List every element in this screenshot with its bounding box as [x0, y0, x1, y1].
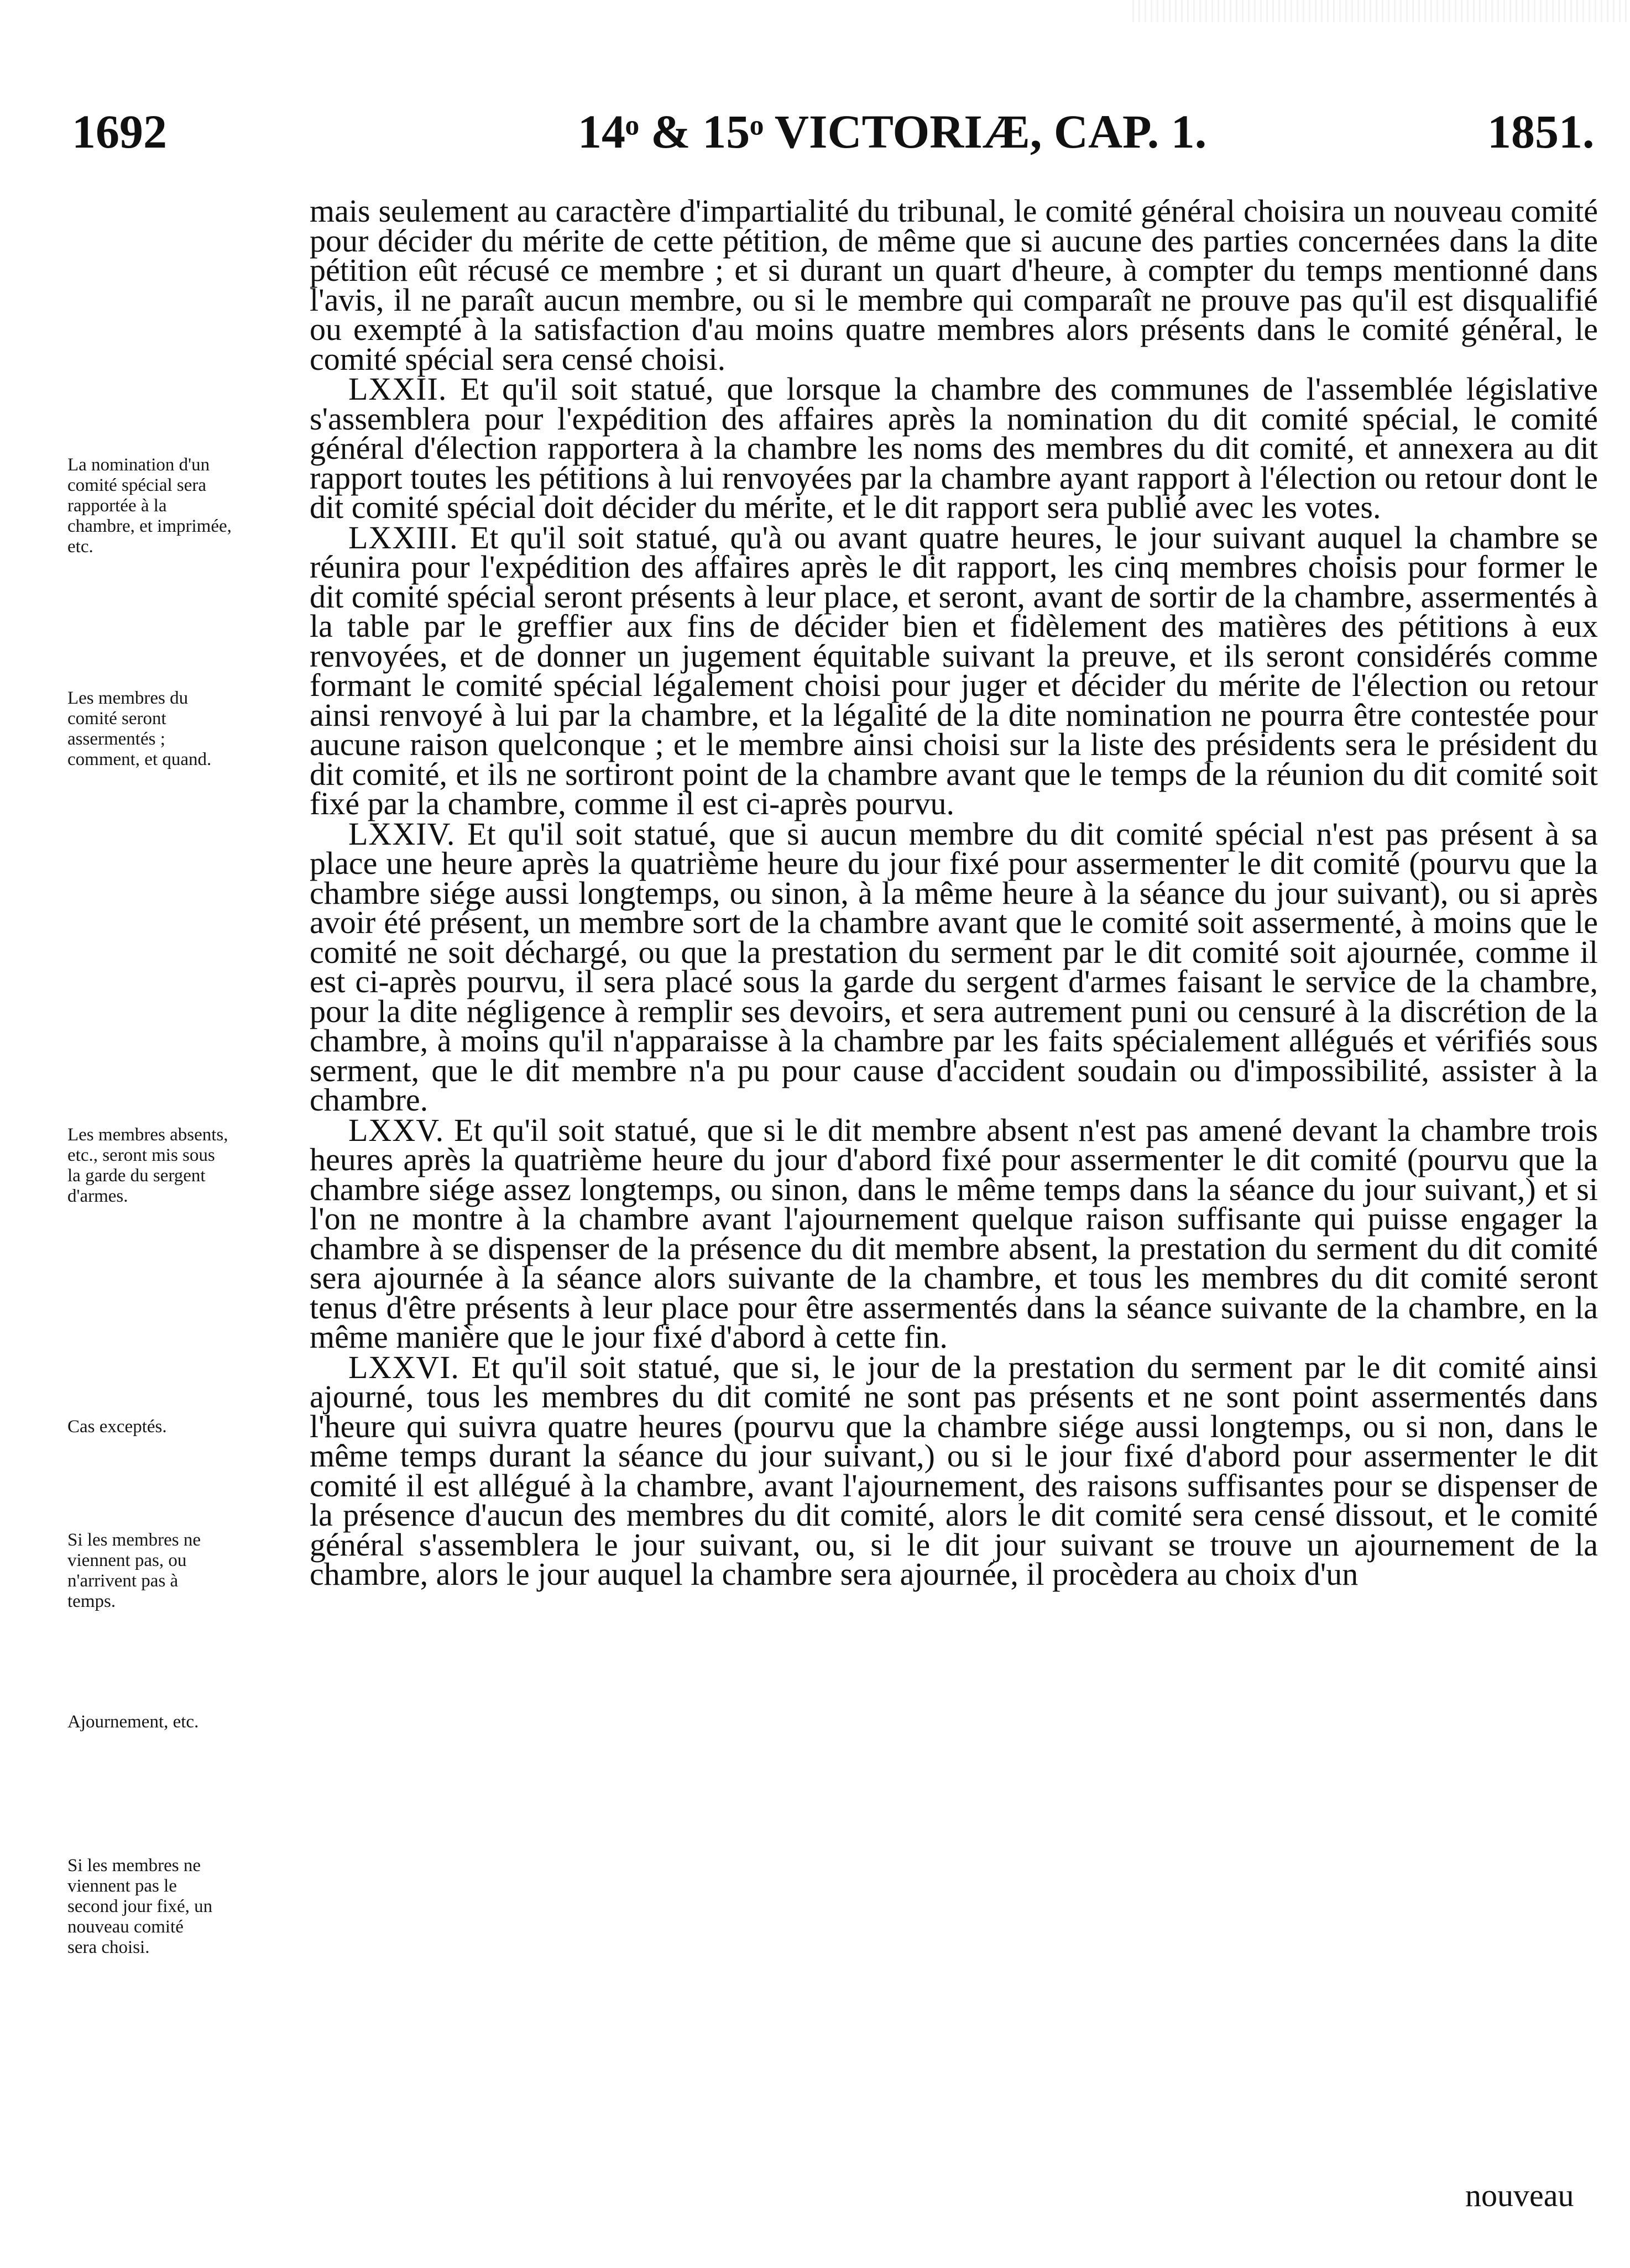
section-number: LXXVI. [348, 1349, 459, 1385]
paragraph-text: Et qu'il soit statué, que si, le jour de la prestation du serment par le dit comité ainsi ajourné, tous les membres du dit comité ne sont pas présents et ne sont point assermentés dans l'heure qui suivra quatre heures (pourvu que la chambre siége aussi longtemps, ou si non, dans le même temps durant la séance du jour suivant,) ou si le jour fixé d'abord pour assermenter le dit comité il est allégué à la chambre, avant l'ajournement, des raisons suffisantes pour se dispenser de la présence d'aucun des membres du dit comité, alors le dit comité sera censé dissout, et le comité général s'assemblera le jour suivant, ou, si le dit jour suivant se trouve un ajournement de la chambre, alors le jour auquel la chambre sera ajournée, il procèdera au choix d'un [310, 1349, 1598, 1592]
section-number: LXXII. [348, 371, 447, 407]
margin-note-line: second jour fixé, un [67, 1897, 213, 1916]
paragraph-text: Et qu'il soit statué, que si aucun membre du dit comité spécial n'est pas présent à sa place une heure après la quatrième heure du jour fixé pour assermenter le dit comité (pourvu que la chambre siége aussi longtemps, ou sinon, à la même heure à la séance du jour suivant), ou si après avoir été présent, un membre sort de la chambre avant que le comité soit assermenté, à moins que le comité ne soit déchargé, ou que la prestation du serment par le dit comité soit ajournée, comme il est ci-après pourvu, il sera placé sous la garde du sergent d'armes faisant le service de la chambre, pour la dite négligence à remplir ses devoirs, et sera autrement puni ou censuré à la discrétion de la chambre, à moins qu'il n'apparaisse à la chambre par les faits spécialement allégués et vérifiés sous serment, que le dit membre n'a pu pour cause d'accident soudain ou d'impossibilité, assister à la chambre. [310, 815, 1598, 1118]
margin-note-line: n'arrivent pas à [67, 1571, 179, 1591]
paragraph-lxxiii [310, 519, 1598, 821]
paragraph-lxxiv [310, 815, 1598, 1118]
margin-note-line: etc., seront mis sous [67, 1145, 215, 1165]
margin-note-line: comité spécial sera [67, 475, 207, 495]
margin-note-assermentes [67, 688, 289, 770]
paragraph-text: Et qu'il soit statué, qu'à ou avant quatre heures, le jour suivant auquel la chambre se réunira pour l'expédition des affaires après le dit rapport, les cinq membres choisis pour former le dit comité spécial seront présents à leur place, et seront, avant de sortir de la chambre, assermentés à la table par le greffier aux fins de décider bien et fidèlement des matières des pétitions à eux renvoyées, et de donner un jugement équitable suivant la preuve, et ils seront considérés comme formant le comité spécial légalement choisi pour juger et décider du mérite de l'élection ou retour ainsi renvoyé à lui par la chambre, et la légalité de la dite nomination ne pourra être contestée pour aucune raison quelconque ; et le membre ainsi choisi sur la liste des présidents sera le président du dit comité, et ils ne sortiront point de la chambre avant que le temps de la réunion du dit comité soit fixé par la chambre, comme il est ci-après pourvu. [310, 519, 1598, 821]
margin-note-line: comment, et quand. [67, 750, 212, 769]
scan-noise [1132, 0, 1630, 22]
paragraph-text: Et qu'il soit statué, que si le dit membre absent n'est pas amené devant la chambre trois heures après la quatrième heure du jour d'abord fixé pour assermenter le dit comité (pourvu que la chambre siége assez longtemps, ou sinon, dans le même temps dans la séance du jour suivant,) et si l'on ne montre à la chambre avant l'ajournement quelque raison suffisante qui puisse engager la chambre à se dispenser de la présence du dit membre absent, la prestation du serment du dit comité sera ajournée à la séance alors suivante de la chambre, et tous les membres du dit comité seront tenus d'être présents à leur place pour être assermentés dans la séance suivante de la chambre, en la même manière que le jour fixé d'abord à cette fin. [310, 1112, 1598, 1355]
margin-note-second-jour [67, 1856, 289, 1958]
margin-note-line: etc. [67, 537, 93, 557]
margin-note-nomination [67, 455, 289, 557]
margin-note-line: comité seront [67, 709, 166, 729]
margin-note-line: d'armes. [67, 1186, 128, 1206]
margin-note-line: Si les membres ne [67, 1856, 201, 1876]
paragraph-lxxv [310, 1112, 1598, 1355]
margin-note-line: la garde du sergent [67, 1166, 206, 1186]
margin-note-line: Les membres du [67, 688, 189, 708]
margin-note-line: assermentés ; [67, 729, 165, 749]
margin-note-line: temps. [67, 1591, 116, 1611]
margin-note-line: viennent pas, ou [67, 1551, 187, 1570]
margin-note-line: Cas exceptés. [67, 1417, 167, 1437]
paragraph-text: mais seulement au caractère d'impartialité du tribunal, le comité général choisira un nouveau comité pour décider du mérite de cette pétition, de même que si aucune des parties concernées dans la dite pétition eût récusé ce membre ; et si durant un quart d'heure, à compter du temps mentionné dans l'avis, il ne paraît aucun membre, ou si le membre qui comparaît ne prouve pas qu'il est disqualifié ou exempté à la satisfaction d'au moins quatre membres alors présents dans le comité général, le comité spécial sera censé choisi. [310, 193, 1598, 377]
margin-note-line: La nomination d'un [67, 455, 210, 475]
margin-note-viennent [67, 1530, 289, 1612]
catchword: nouveau [1465, 2177, 1574, 2213]
margin-note-line: sera choisi. [67, 1937, 150, 1957]
margin-note-line: Ajournement, etc. [67, 1712, 199, 1732]
paragraph-lxxii [310, 371, 1598, 525]
running-title: 14ᵒ & 15ᵒ VICTORIÆ, CAP. 1. [578, 105, 1207, 158]
margin-note-line: nouveau comité [67, 1917, 184, 1937]
margin-note-line: Si les membres ne [67, 1530, 201, 1550]
section-number: LXXIII. [348, 519, 458, 556]
paragraph-continued [310, 193, 1598, 377]
margin-note-line: rapportée à la [67, 496, 167, 516]
margin-note-absents [67, 1125, 289, 1207]
margin-note-ajournement [67, 1712, 289, 1732]
margin-note-line: viennent pas le [67, 1876, 177, 1896]
margin-note-line: Les membres absents, [67, 1125, 228, 1145]
page-number: 1692 [72, 105, 167, 158]
margin-note-exceptes [67, 1417, 289, 1437]
page-year: 1851. [1487, 105, 1595, 158]
body-text [310, 193, 1598, 1592]
section-number: LXXIV. [348, 815, 456, 852]
margin-note-line: chambre, et imprimée, [67, 516, 232, 536]
section-number: LXXV. [348, 1112, 445, 1148]
paragraph-lxxvi [310, 1349, 1598, 1592]
paragraph-text: Et qu'il soit statué, que lorsque la chambre des communes de l'assemblée législative s'assemblera pour l'expédition des affaires après la nomination du dit comité spécial, le comité général d'élection rapportera à la chambre les noms des membres du dit comité, et annexera au dit rapport toutes les pétitions à lui renvoyées par la chambre ayant rapport à l'élection ou retour dont le dit comité spécial doit décider du mérite, et le dit rapport sera publié avec les votes. [310, 371, 1598, 525]
